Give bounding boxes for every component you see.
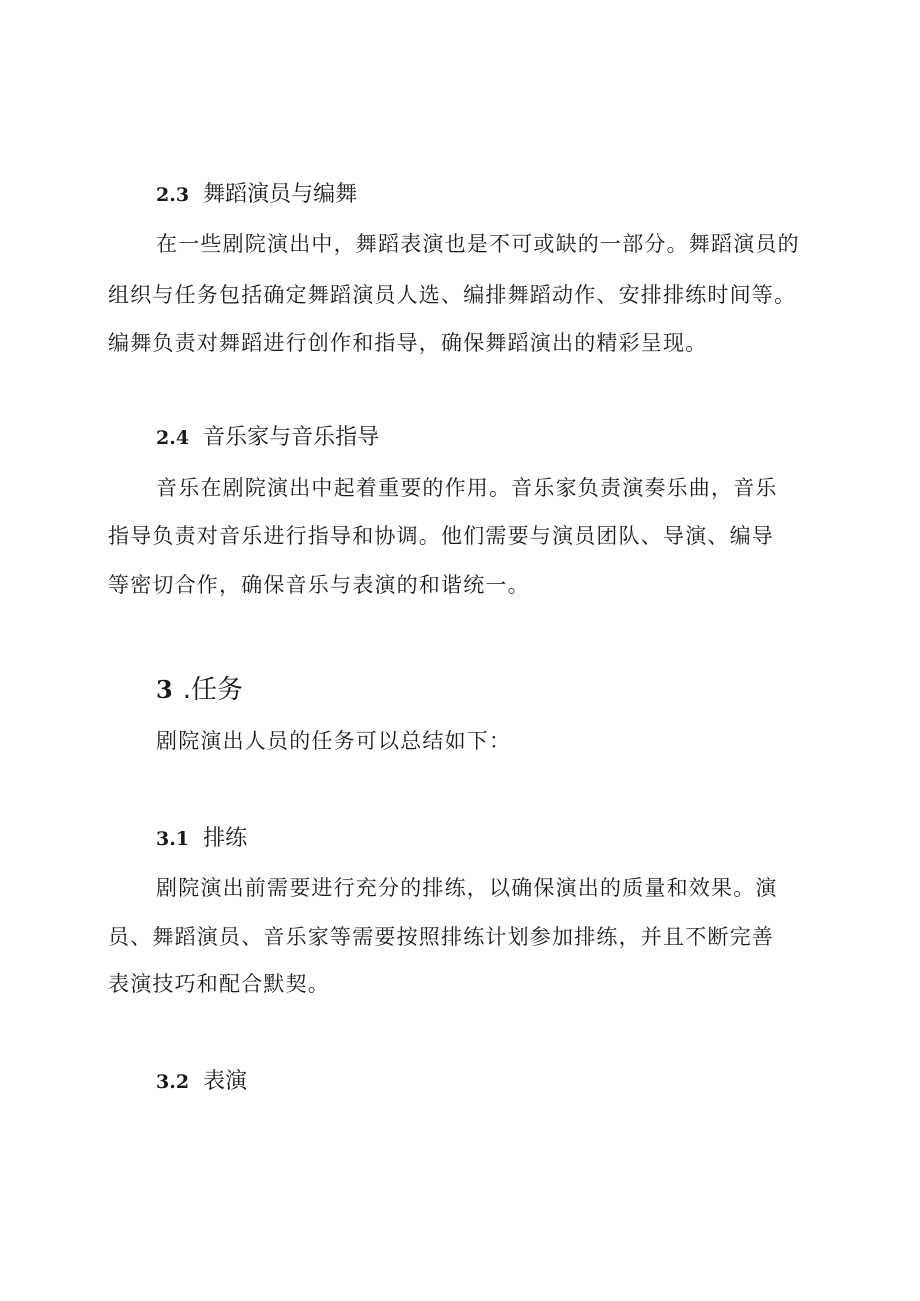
paragraph-line: 在一些剧院演出中，舞蹈表演也是不可或缺的一部分。舞蹈演员的: [156, 232, 800, 256]
section-title: .任务: [182, 675, 243, 705]
section-number: 3.1: [156, 828, 190, 850]
section-title: 表演: [203, 1069, 248, 1094]
section-heading-2-4: [156, 423, 379, 453]
section-number: 3: [156, 675, 173, 704]
paragraph-line: 指导负责对音乐进行指导和协调。他们需要与演员团队、导演、编导: [108, 524, 774, 548]
section-number: 2.3: [156, 184, 190, 206]
section-heading-2-3: [156, 180, 357, 210]
section-title: 舞蹈演员与编舞: [203, 182, 358, 207]
paragraph-line: 组织与任务包括确定舞蹈演员人选、编排舞蹈动作、安排排练时间等。: [108, 283, 797, 307]
section-heading-3-2: [156, 1067, 247, 1097]
paragraph-line: 剧院演出前需要进行充分的排练，以确保演出的质量和效果。演: [156, 876, 778, 900]
paragraph-line: 表演技巧和配合默契。: [108, 972, 330, 996]
paragraph-line: 编舞负责对舞蹈进行创作和指导，确保舞蹈演出的精彩呈现。: [108, 331, 708, 355]
section-title: 排练: [203, 826, 248, 851]
section-title: 音乐家与音乐指导: [203, 425, 380, 450]
paragraph-line: 等密切合作，确保音乐与表演的和谐统一。: [108, 573, 530, 597]
section-heading-3-1: [156, 824, 247, 854]
paragraph-line: 剧院演出人员的任务可以总结如下：: [156, 729, 512, 753]
paragraph-line: 员、舞蹈演员、音乐家等需要按照排练计划参加排练，并且不断完善: [108, 925, 774, 949]
section-number: 2.4: [156, 427, 190, 449]
paragraph-line: 音乐在剧院演出中起着重要的作用。音乐家负责演奏乐曲，音乐: [156, 476, 778, 500]
section-heading-3: [156, 675, 243, 705]
section-number: 3.2: [156, 1071, 190, 1093]
